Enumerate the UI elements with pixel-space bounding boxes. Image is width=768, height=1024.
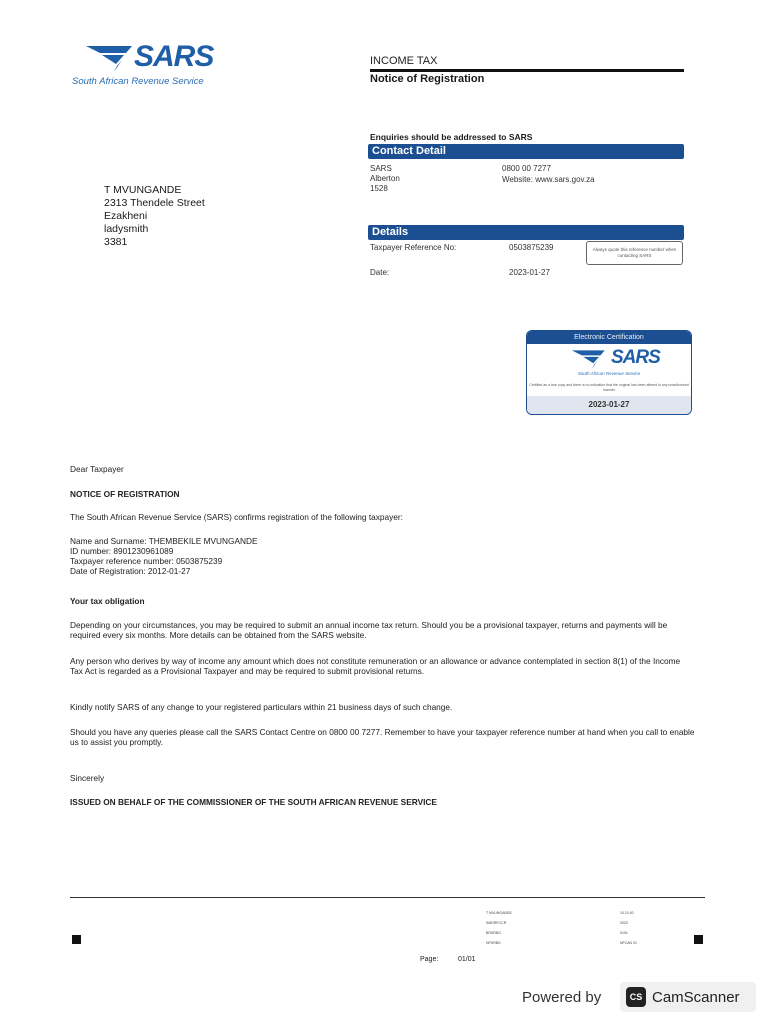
contact-phone: 0800 00 7277 [502, 164, 551, 173]
details-heading: Details [368, 225, 684, 240]
contact-name: SARS [370, 164, 392, 173]
obligation-heading: Your tax obligation [70, 596, 145, 606]
footer-code: BRDRBG [486, 931, 501, 935]
contact-address [370, 164, 400, 194]
page-number: 01/01 [458, 956, 476, 963]
footer-code: 2023 [620, 921, 628, 925]
certification-date: 2023-01-27 [527, 396, 691, 414]
date-label: Date: [370, 268, 390, 277]
logo-wordmark: SARS [134, 40, 214, 73]
footer-code: NFDRBG [486, 941, 501, 945]
recipient-address [104, 184, 205, 249]
paragraph-queries: Should you have any queries please call the SARS Contact Centre on 0800 00 7277. Remember to have your taxpayer reference number at hand when you call to enable us to assist you promptly. [70, 727, 695, 747]
address-line: ladysmith [104, 223, 149, 235]
signoff: ISSUED ON BEHALF OF THE COMMISSIONER OF THE SOUTH AFRICAN REVENUE SERVICE [70, 797, 437, 807]
powered-by-text: Powered by [522, 989, 602, 1006]
taxpayer-ref-label: Taxpayer Reference No: [370, 243, 457, 252]
footer-codes-right [620, 908, 637, 948]
certification-heading: Electronic Certification [527, 331, 691, 344]
contact-city: Alberton [370, 174, 400, 183]
greeting: Dear Taxpayer [70, 464, 124, 474]
camscanner-brand: CamScanner [652, 989, 740, 1006]
address-line: 2313 Thendele Street [104, 197, 205, 209]
field-registration-date: Date of Registration: 2012-01-27 [70, 566, 191, 576]
taxpayer-fields [70, 536, 695, 576]
camscanner-watermark [520, 982, 760, 1012]
field-id: ID number: 8901230961089 [70, 546, 174, 556]
paragraph-annual-return: Depending on your circumstances, you may be required to submit an annual income tax return. Should you be a provisional taxpayer, returns and payments will be required every six months. More details can be obtained from the SARS website. [70, 620, 668, 640]
page-label: Page: [420, 956, 439, 963]
footer-code: T MVUNGANDE [486, 911, 512, 915]
sars-arrow-icon [569, 349, 609, 369]
footer-code: NFCAN 01 [620, 941, 637, 945]
intro-paragraph: The South African Revenue Service (SARS) confirms registration of the following taxpayer: [70, 512, 403, 522]
tax-type: INCOME TAX [370, 55, 438, 67]
taxpayer-ref-value: 0503875239 [509, 243, 554, 252]
quote-reference-note: Always quote this reference number when contacting SARS [586, 241, 683, 265]
certification-logo: SARS [611, 347, 660, 368]
paragraph-notify: Kindly notify SARS of any change to your registered particulars within 21 business days of such change. [70, 702, 453, 712]
closing: Sincerely [70, 773, 105, 783]
document-title: Notice of Registration [370, 73, 485, 85]
footer-rule [70, 897, 705, 898]
camscanner-pill [620, 982, 756, 1012]
address-line: T MVUNGANDE [104, 184, 182, 196]
footer-code: 10.10.00 [620, 911, 634, 915]
contact-code: 1528 [370, 184, 388, 193]
footer-code: SMDRPCCR [486, 921, 507, 925]
certification-text: Certified as a true copy and there is no indication that the original has been altered in any unauthorized manner [529, 383, 689, 392]
address-line: Ezakheni [104, 210, 148, 222]
header-rule [370, 69, 684, 72]
letter-heading: NOTICE OF REGISTRATION [70, 489, 180, 499]
camscanner-logo-icon: CS [626, 987, 646, 1007]
footer-code: 0101 [620, 931, 628, 935]
date-value: 2023-01-27 [509, 268, 550, 277]
contact-website: Website: www.sars.gov.za [502, 175, 595, 184]
field-name: Name and Surname: THEMBEKILE MVUNGANDE [70, 536, 258, 546]
footer-codes-left [486, 908, 512, 948]
registration-mark-left [72, 935, 81, 944]
sars-logo [72, 40, 232, 92]
electronic-certification-stamp [526, 330, 692, 415]
paragraph-provisional: Any person who derives by way of income any amount which does not constitute remuneration or an allowance or advance contemplated in section 8(1) of the Income Tax Act is regarded as a Provisional Taxpayer and may be required to submit provisional returns. [70, 656, 681, 676]
field-reference: Taxpayer reference number: 0503875239 [70, 556, 223, 566]
enquiries-note: Enquiries should be addressed to SARS [370, 132, 533, 142]
certification-subtitle: South African Revenue Service [577, 371, 641, 376]
registration-mark-right [694, 935, 703, 944]
address-line: 3381 [104, 236, 128, 248]
contact-detail-heading: Contact Detail [368, 144, 684, 159]
logo-subtitle: South African Revenue Service [72, 76, 204, 87]
sars-arrow-icon [86, 44, 134, 72]
